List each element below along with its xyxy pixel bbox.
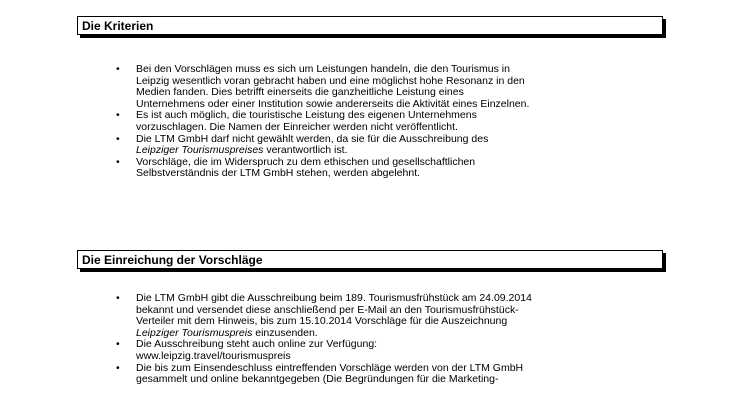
text-line: bekannt und versendet diese anschließend per E-Mail an den Tourismusfrühstück- [136,303,519,316]
bullet-icon: • [116,292,120,304]
bullet-icon: • [116,109,120,122]
award-name: Leipziger Tourismuspreis [136,326,253,339]
bullet-icon: • [116,155,120,168]
text-line: Es ist auch möglich, die touristische Leistung des eigenen Unternehmens [136,109,477,122]
text-line: Medien fanden. Dies betrifft einerseits die ganzheitliche Leistung eines [136,86,464,99]
text-line: Unternehmens oder einer Institution sowie andererseits die Aktivität eines Einzelnen. [136,97,530,110]
text-line: Selbstverständnis der LTM GmbH stehen, werden abgelehnt. [136,167,421,180]
text-line: Bei den Vorschlägen muss es sich um Leistungen handeln, die den Tourismus in [136,63,510,75]
list-item [116,339,676,362]
list-item [116,293,676,339]
section-title: Die Einreichung der Vorschläge [82,253,263,267]
criteria-list [116,64,676,180]
bullet-icon: • [116,338,120,351]
bullet-icon: • [116,63,120,75]
list-item [116,64,676,110]
award-name: Leipziger Tourismuspreises [136,144,264,157]
submission-list [116,293,676,386]
text-line: vorzuschlagen. Die Namen der Einreicher werden nicht veröffentlicht. [136,120,458,133]
text-line: Die LTM GmbH darf nicht gewählt werden, da sie für die Ausschreibung des [136,132,489,145]
text-line: Die LTM GmbH gibt die Ausschreibung beim 189. Tourismusfrühstück am 24.09.2014 [136,292,532,304]
text-line: Die bis zum Einsendeschluss eintreffenden Vorschläge werden von der LTM GmbH [136,361,524,374]
bullet-icon: • [116,361,120,374]
list-item [116,134,676,157]
list-item [116,110,676,133]
list-item [116,363,676,386]
text-line: gesammelt und online bekanntgegeben (Die Begründungen für die Marketing- [136,373,499,386]
text-line: Verteiler mit dem Hinweis, bis zum 15.10.2014 Vorschläge für die Auszeichnung [136,315,508,328]
text-suffix: einzusenden. [252,326,318,339]
list-item [116,157,676,180]
section-header-kriterien [77,16,663,35]
text-suffix: verantwortlich ist. [263,144,348,157]
section-title: Die Kriterien [82,19,154,33]
text-line: Vorschläge, die im Widerspruch zu dem ethischen und gesellschaftlichen [136,155,476,168]
section-header-einreichung [77,250,663,269]
bullet-icon: • [116,132,120,145]
text-line [136,145,676,157]
url-text: www.leipzig.travel/tourismuspreis [136,349,291,362]
text-line: Leipzig wesentlich voran gebracht haben und eine möglichst hohe Resonanz in den [136,74,525,87]
text-line: Die Ausschreibung steht auch online zur Verfügung: [136,338,378,351]
